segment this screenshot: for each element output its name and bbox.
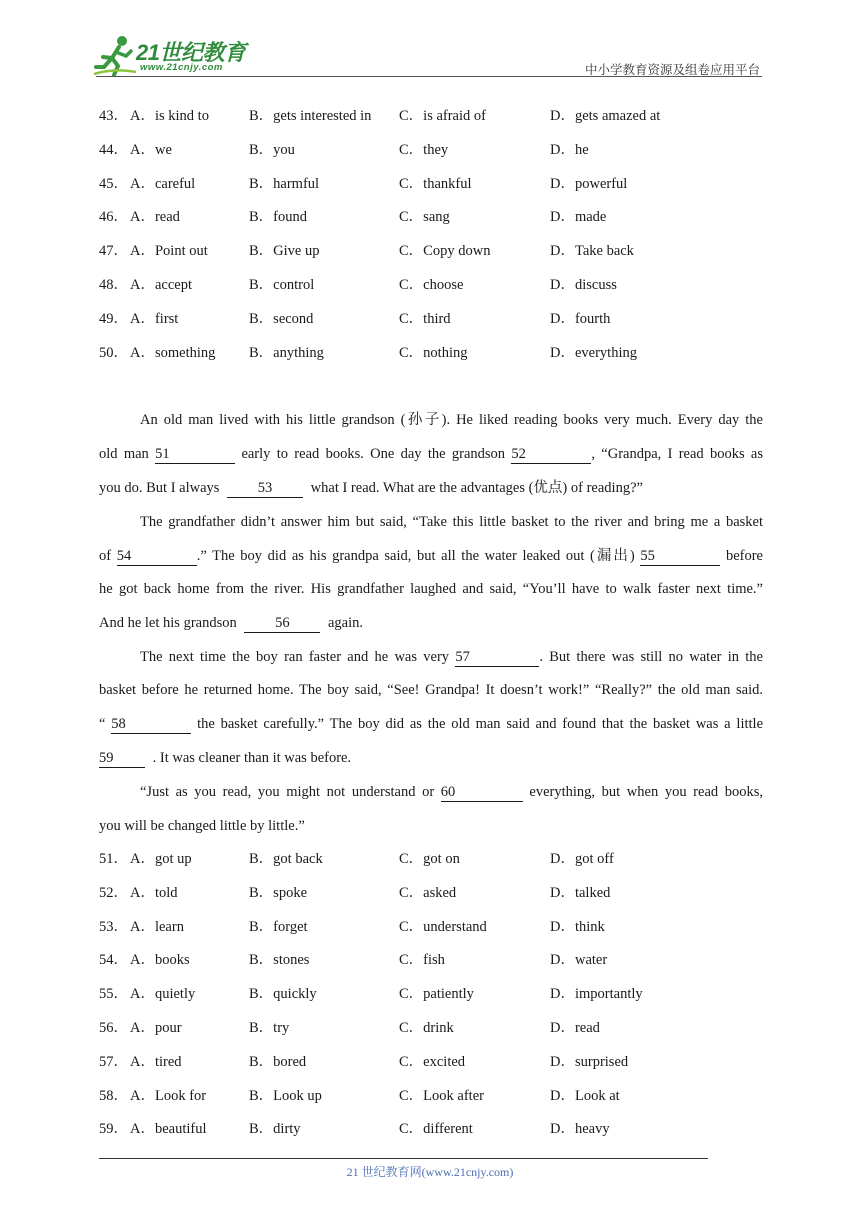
blank-53: 53	[227, 480, 303, 498]
option-b: B．got back	[249, 851, 323, 867]
passage-text: you do. But I always	[99, 480, 220, 496]
passage-text: what I read. What are the advantages (优点) of reading?”	[310, 480, 643, 496]
option-d: D．fourth	[550, 311, 611, 327]
site-logo	[92, 34, 262, 78]
option-d: D．heavy	[550, 1121, 610, 1137]
question-number: 56．	[99, 1020, 128, 1036]
passage-line	[99, 545, 763, 567]
passage-line	[99, 443, 763, 465]
passage-text: everything, but when you read books,	[529, 784, 764, 800]
option-c: C．understand	[399, 919, 487, 935]
runner-icon	[92, 34, 138, 78]
option-c: C．fish	[399, 952, 445, 968]
option-c: C．got on	[399, 851, 460, 867]
question-number: 46．	[99, 209, 128, 225]
passage-line	[99, 646, 763, 668]
option-d: D．got off	[550, 851, 614, 867]
option-b: B．bored	[249, 1054, 307, 1070]
passage-text: . It was cleaner than it was before.	[152, 750, 352, 766]
passage-text: before	[725, 548, 763, 564]
option-a: A．read	[130, 209, 180, 225]
footer-source: 21 世纪教育网(www.21cnjy.com)	[346, 1165, 514, 1179]
option-d: D．powerful	[550, 176, 628, 192]
logo-url: www.21cnjy.com	[140, 62, 223, 73]
passage-text: he got back home from the river. His grandfather laughed and said, “You’ll have to walk faster next time.”	[99, 581, 763, 597]
passage-line	[99, 578, 763, 600]
blank-58: 58	[111, 716, 191, 734]
option-d: D．Look at	[550, 1088, 620, 1104]
blank-52: 52	[511, 446, 591, 464]
option-d: D．made	[550, 209, 607, 225]
option-c: C．nothing	[399, 345, 468, 361]
passage-text: “Just as you read, you might not understand or	[140, 784, 435, 800]
blank-54: 54	[117, 548, 197, 566]
passage-text: again.	[327, 615, 364, 631]
option-d: D．think	[550, 919, 605, 935]
header-divider	[96, 76, 762, 77]
passage-line	[99, 713, 763, 735]
passage-line	[99, 477, 763, 499]
option-c: C．patiently	[399, 986, 474, 1002]
option-b: B．try	[249, 1020, 290, 1036]
option-a: A．got up	[130, 851, 192, 867]
question-number: 50．	[99, 345, 128, 361]
option-b: B．dirty	[249, 1121, 301, 1137]
question-number: 47．	[99, 243, 128, 259]
option-a: A．first	[130, 311, 179, 327]
passage-line	[99, 781, 763, 803]
option-c: C．they	[399, 142, 449, 158]
passage-text: basket before he returned home. The boy said, “See! Grandpa! It doesn’t work!” “Really?” the old man said.	[99, 682, 763, 698]
option-d: D．importantly	[550, 986, 643, 1002]
passage-line	[99, 612, 763, 634]
option-c: C．different	[399, 1121, 473, 1137]
option-d: D．he	[550, 142, 589, 158]
option-d: D．talked	[550, 885, 611, 901]
option-b: B．you	[249, 142, 295, 158]
question-number: 45．	[99, 176, 128, 192]
question-number: 43．	[99, 108, 128, 124]
blank-56: 56	[244, 615, 320, 633]
option-c: C．sang	[399, 209, 450, 225]
question-number: 55．	[99, 986, 128, 1002]
option-a: A．told	[130, 885, 178, 901]
option-b: B．spoke	[249, 885, 307, 901]
passage-text: . But there was still no water in the	[539, 649, 763, 665]
passage-text: The grandfather didn’t answer him but said, “Take this little basket to the river and bring me a basket	[140, 514, 763, 530]
option-a: A．is kind to	[130, 108, 209, 124]
option-a: A．accept	[130, 277, 192, 293]
option-a: A．books	[130, 952, 190, 968]
passage-line	[99, 815, 763, 837]
option-c: C．drink	[399, 1020, 454, 1036]
logo-text: 21世纪教育	[136, 40, 246, 65]
option-b: B．stones	[249, 952, 310, 968]
passage-text: you will be changed little by little.”	[99, 818, 305, 834]
option-d: D．Take back	[550, 243, 634, 259]
option-c: C．third	[399, 311, 451, 327]
passage-text: And he let his grandson	[99, 615, 237, 631]
question-number: 49．	[99, 311, 128, 327]
option-a: A．tired	[130, 1054, 182, 1070]
question-number: 52．	[99, 885, 128, 901]
option-b: B．Look up	[249, 1088, 322, 1104]
passage-text: “	[99, 716, 106, 732]
option-a: A．learn	[130, 919, 184, 935]
option-b: B．gets interested in	[249, 108, 372, 124]
option-c: C．asked	[399, 885, 457, 901]
blank-57: 57	[455, 649, 539, 667]
question-number: 53．	[99, 919, 128, 935]
option-a: A．pour	[130, 1020, 182, 1036]
option-c: C．excited	[399, 1054, 466, 1070]
option-b: B．forget	[249, 919, 308, 935]
passage-text: The next time the boy ran faster and he was very	[140, 649, 450, 665]
question-number: 54．	[99, 952, 128, 968]
option-a: A．careful	[130, 176, 196, 192]
option-a: A．Look for	[130, 1088, 207, 1104]
option-a: A．something	[130, 345, 216, 361]
option-d: D．everything	[550, 345, 637, 361]
option-d: D．water	[550, 952, 608, 968]
option-d: D．gets amazed at	[550, 108, 661, 124]
question-number: 58．	[99, 1088, 128, 1104]
passage-text: of	[99, 548, 112, 564]
option-a: A．quietly	[130, 986, 196, 1002]
passage-text: early to read books. One day the grandson	[241, 446, 506, 462]
option-d: D．read	[550, 1020, 600, 1036]
option-c: C．Look after	[399, 1088, 484, 1104]
passage-line	[99, 409, 763, 431]
option-c: C．choose	[399, 277, 464, 293]
question-number: 51．	[99, 851, 128, 867]
passage-text: , “Grandpa, I read books as	[591, 446, 764, 462]
blank-51: 51	[155, 446, 235, 464]
option-a: A．Point out	[130, 243, 208, 259]
question-number: 57．	[99, 1054, 128, 1070]
blank-60: 60	[441, 784, 523, 802]
passage-text: An old man lived with his little grandson (孙子). He liked reading books very much. Every day the	[140, 412, 763, 428]
page-header	[92, 30, 760, 78]
question-number: 59．	[99, 1121, 128, 1137]
option-c: C．Copy down	[399, 243, 491, 259]
passage-text: the basket carefully.” The boy did as the old man said and found that the basket was a little	[197, 716, 764, 732]
option-b: B．control	[249, 277, 315, 293]
passage-line	[99, 679, 763, 701]
header-platform-name: 中小学教育资源及组卷应用平台	[584, 63, 760, 77]
option-b: B．Give up	[249, 243, 320, 259]
option-b: B．anything	[249, 345, 324, 361]
option-b: B．harmful	[249, 176, 320, 192]
option-a: A．beautiful	[130, 1121, 207, 1137]
option-b: B．second	[249, 311, 314, 327]
question-number: 48．	[99, 277, 128, 293]
passage-text: .” The boy did as his grandpa said, but all the water leaked out (漏出)	[196, 548, 635, 564]
option-a: A．we	[130, 142, 172, 158]
option-c: C．is afraid of	[399, 108, 486, 124]
passage-line	[99, 511, 763, 533]
blank-55: 55	[640, 548, 720, 566]
blank-59: 59	[99, 750, 145, 768]
option-c: C．thankful	[399, 176, 472, 192]
option-b: B．found	[249, 209, 307, 225]
option-b: B．quickly	[249, 986, 317, 1002]
option-d: D．discuss	[550, 277, 617, 293]
passage-text: old man	[99, 446, 149, 462]
passage-line	[99, 747, 763, 769]
footer-divider	[99, 1158, 708, 1159]
question-number: 44．	[99, 142, 128, 158]
option-d: D．surprised	[550, 1054, 629, 1070]
